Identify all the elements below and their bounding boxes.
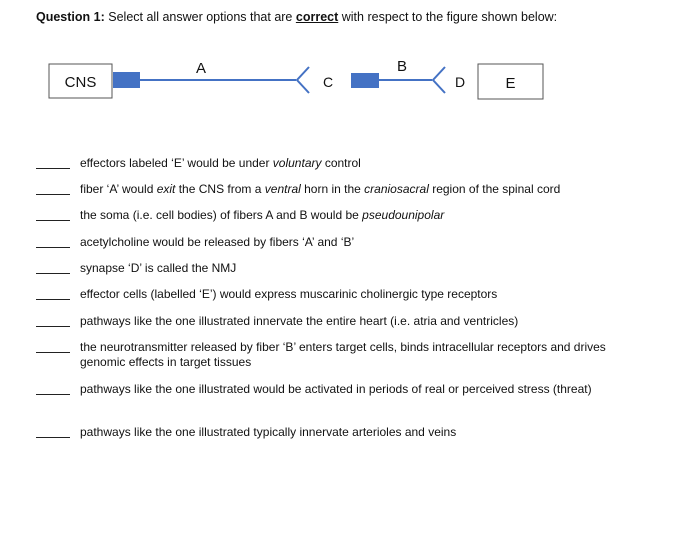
fiber-b-soma	[351, 73, 379, 88]
question-emphasis: correct	[295, 10, 339, 24]
answer-blank[interactable]	[36, 194, 70, 195]
option-emphasis: ventral	[264, 182, 301, 196]
option-text	[80, 182, 636, 197]
option-text-run: pathways like the one illustrated would be activated in periods of real or perceived stress (threat)	[80, 382, 592, 396]
option-text-run: the CNS from a	[175, 182, 265, 196]
answer-option	[36, 314, 636, 340]
option-emphasis: voluntary	[272, 156, 322, 170]
answer-blank[interactable]	[36, 168, 70, 169]
answer-option	[36, 287, 636, 314]
fiber-a-terminal	[297, 67, 309, 93]
option-text-run: the neurotransmitter released by fiber ‘B’ enters target cells, binds intracellular receptors and drives genomic effects in target tissues	[80, 340, 606, 369]
option-text	[80, 235, 636, 250]
answer-options	[36, 156, 636, 451]
answer-blank[interactable]	[36, 299, 70, 300]
option-text-run: pathways like the one illustrated typically innervate arterioles and veins	[80, 425, 457, 439]
fiber-a-soma	[113, 72, 140, 88]
option-text	[80, 156, 636, 171]
label-a: A	[195, 60, 207, 77]
answer-blank[interactable]	[36, 326, 70, 327]
option-text	[80, 287, 636, 302]
option-text-run: effector cells (labelled ‘E’) would express muscarinic cholinergic type receptors	[80, 287, 498, 301]
option-emphasis: craniosacral	[364, 182, 429, 196]
label-e: E	[505, 75, 516, 92]
label-b: B	[396, 58, 408, 75]
answer-blank[interactable]	[36, 394, 70, 395]
answer-blank[interactable]	[36, 247, 70, 248]
option-text	[80, 208, 636, 223]
option-text	[80, 314, 636, 329]
option-text	[80, 425, 636, 440]
option-text-run: pathways like the one illustrated innervate the entire heart (i.e. atria and ventricles)	[80, 314, 519, 328]
option-text-run: fiber ‘A’ would	[80, 182, 157, 196]
answer-option	[36, 182, 636, 208]
answer-blank[interactable]	[36, 352, 70, 353]
option-text-run: synapse ‘D’ is called the NMJ	[80, 261, 237, 275]
option-text-run: horn in the	[300, 182, 365, 196]
answer-option	[36, 425, 636, 451]
answer-option	[36, 235, 636, 261]
neural-pathway-figure	[0, 0, 679, 110]
fiber-b-terminal	[433, 67, 445, 93]
answer-option	[36, 340, 636, 382]
answer-blank[interactable]	[36, 220, 70, 221]
answer-option	[36, 261, 636, 287]
option-text	[80, 340, 636, 370]
option-text	[80, 382, 636, 397]
option-text	[80, 261, 636, 276]
answer-blank[interactable]	[36, 273, 70, 274]
answer-option	[36, 208, 636, 235]
question-number: Question 1:	[36, 10, 105, 24]
option-emphasis: exit	[156, 182, 176, 196]
option-text-run: effectors labeled ‘E’ would be under	[80, 156, 273, 170]
question-text-after: with respect to the figure shown below:	[341, 10, 558, 24]
option-text-run: control	[321, 156, 361, 170]
answer-option	[36, 382, 636, 425]
answer-option	[36, 156, 636, 182]
question-text-before: Select all answer options that are	[108, 10, 293, 24]
option-text-run: the soma (i.e. cell bodies) of fibers A and B would be	[80, 208, 363, 222]
option-text-run: acetylcholine would be released by fibers ‘A’ and ‘B’	[80, 235, 355, 249]
option-text-run: region of the spinal cord	[428, 182, 561, 196]
option-emphasis: pseudounipolar	[362, 208, 445, 222]
cns-label: CNS	[64, 74, 97, 91]
answer-blank[interactable]	[36, 437, 70, 438]
label-c: C	[322, 74, 334, 90]
label-d: D	[454, 74, 466, 90]
